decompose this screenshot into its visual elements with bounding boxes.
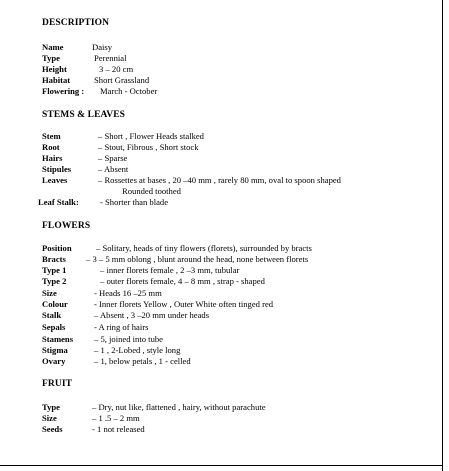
row-label: Ovary: [42, 356, 66, 366]
row-label: Type: [42, 53, 60, 63]
row-label: Height: [42, 64, 67, 74]
row-label: Leaf Stalk:: [38, 197, 79, 207]
row-label: Position: [42, 243, 72, 253]
section-heading-stems-leaves: STEMS & LEAVES: [42, 110, 126, 120]
row-value: 3 – 20 cm: [99, 64, 134, 74]
row-label: Bracts: [42, 254, 66, 264]
row-value: Short Grassland: [94, 75, 150, 85]
row-value: March - October: [100, 86, 158, 96]
row-label: Size: [42, 288, 57, 298]
section-heading-description: DESCRIPTION: [42, 18, 110, 28]
row-label: Root: [42, 142, 60, 152]
row-label: Stalk: [42, 310, 62, 320]
row-value: - Inner florets Yellow , Outer White often tinged red: [94, 299, 274, 309]
section-heading-fruit: FRUIT: [42, 379, 73, 389]
row-label: Habitat: [42, 75, 71, 85]
row-value: – 5, joined into tube: [94, 334, 163, 344]
row-label: Stipules: [42, 164, 72, 174]
leaves-continuation: Rounded toothed: [122, 186, 181, 196]
page-border-right: [442, 0, 443, 471]
row-label: Type: [42, 402, 60, 412]
row-value: – Stout, Fibrous , Short stock: [98, 142, 199, 152]
row-value: – Short , Flower Heads stalked: [98, 131, 204, 141]
row-label: Stem: [42, 131, 61, 141]
row-value: - 1 not released: [92, 424, 145, 434]
row-value: – Dry, nut like, flattened , hairy, without parachute: [92, 402, 266, 412]
row-value: - Heads 16 –25 mm: [94, 288, 162, 298]
row-label: Colour: [42, 299, 68, 309]
row-value: – 1 .5 – 2 mm: [92, 413, 140, 423]
row-label: Stigma: [42, 345, 68, 355]
row-label: Seeds: [42, 424, 63, 434]
row-label: Leaves: [42, 175, 68, 185]
row-label: Name: [42, 42, 64, 52]
row-value: – 1, below petals , 1 - celled: [94, 356, 191, 366]
row-label: Size: [42, 413, 57, 423]
row-value: – outer florets female, 4 – 8 mm , strap - shaped: [100, 276, 265, 286]
row-value: – Solitary, heads of tiny flowers (florets), surrounded by bracts: [96, 243, 312, 253]
row-value: – Absent , 3 –20 mm under heads: [94, 310, 210, 320]
row-label: Type 1: [42, 265, 67, 275]
row-value: – Absent: [98, 164, 129, 174]
row-label: Flowering :: [42, 86, 85, 96]
row-label: Hairs: [42, 153, 63, 163]
row-value: - Shorter than blade: [100, 197, 169, 207]
row-value: - A ring of hairs: [94, 322, 149, 332]
row-value: – 1 , 2-Lobed , style long: [94, 345, 181, 355]
row-value: – Sparse: [98, 153, 128, 163]
row-value: Perennial: [94, 53, 127, 63]
row-value: – Rossettes at bases , 20 –40 mm , rarely 80 mm, oval to spoon shaped: [98, 175, 341, 185]
row-label: Type 2: [42, 276, 67, 286]
row-label: Stamens: [42, 334, 74, 344]
row-value: – 3 – 5 mm oblong , blunt around the head, none between florets: [86, 254, 309, 264]
row-value: Daisy: [92, 42, 113, 52]
page-border-bottom: [0, 465, 443, 466]
row-label: Sepals: [42, 322, 66, 332]
row-value: – inner florets female , 2 –3 mm, tubular: [100, 265, 240, 275]
section-heading-flowers: FLOWERS: [42, 221, 91, 231]
